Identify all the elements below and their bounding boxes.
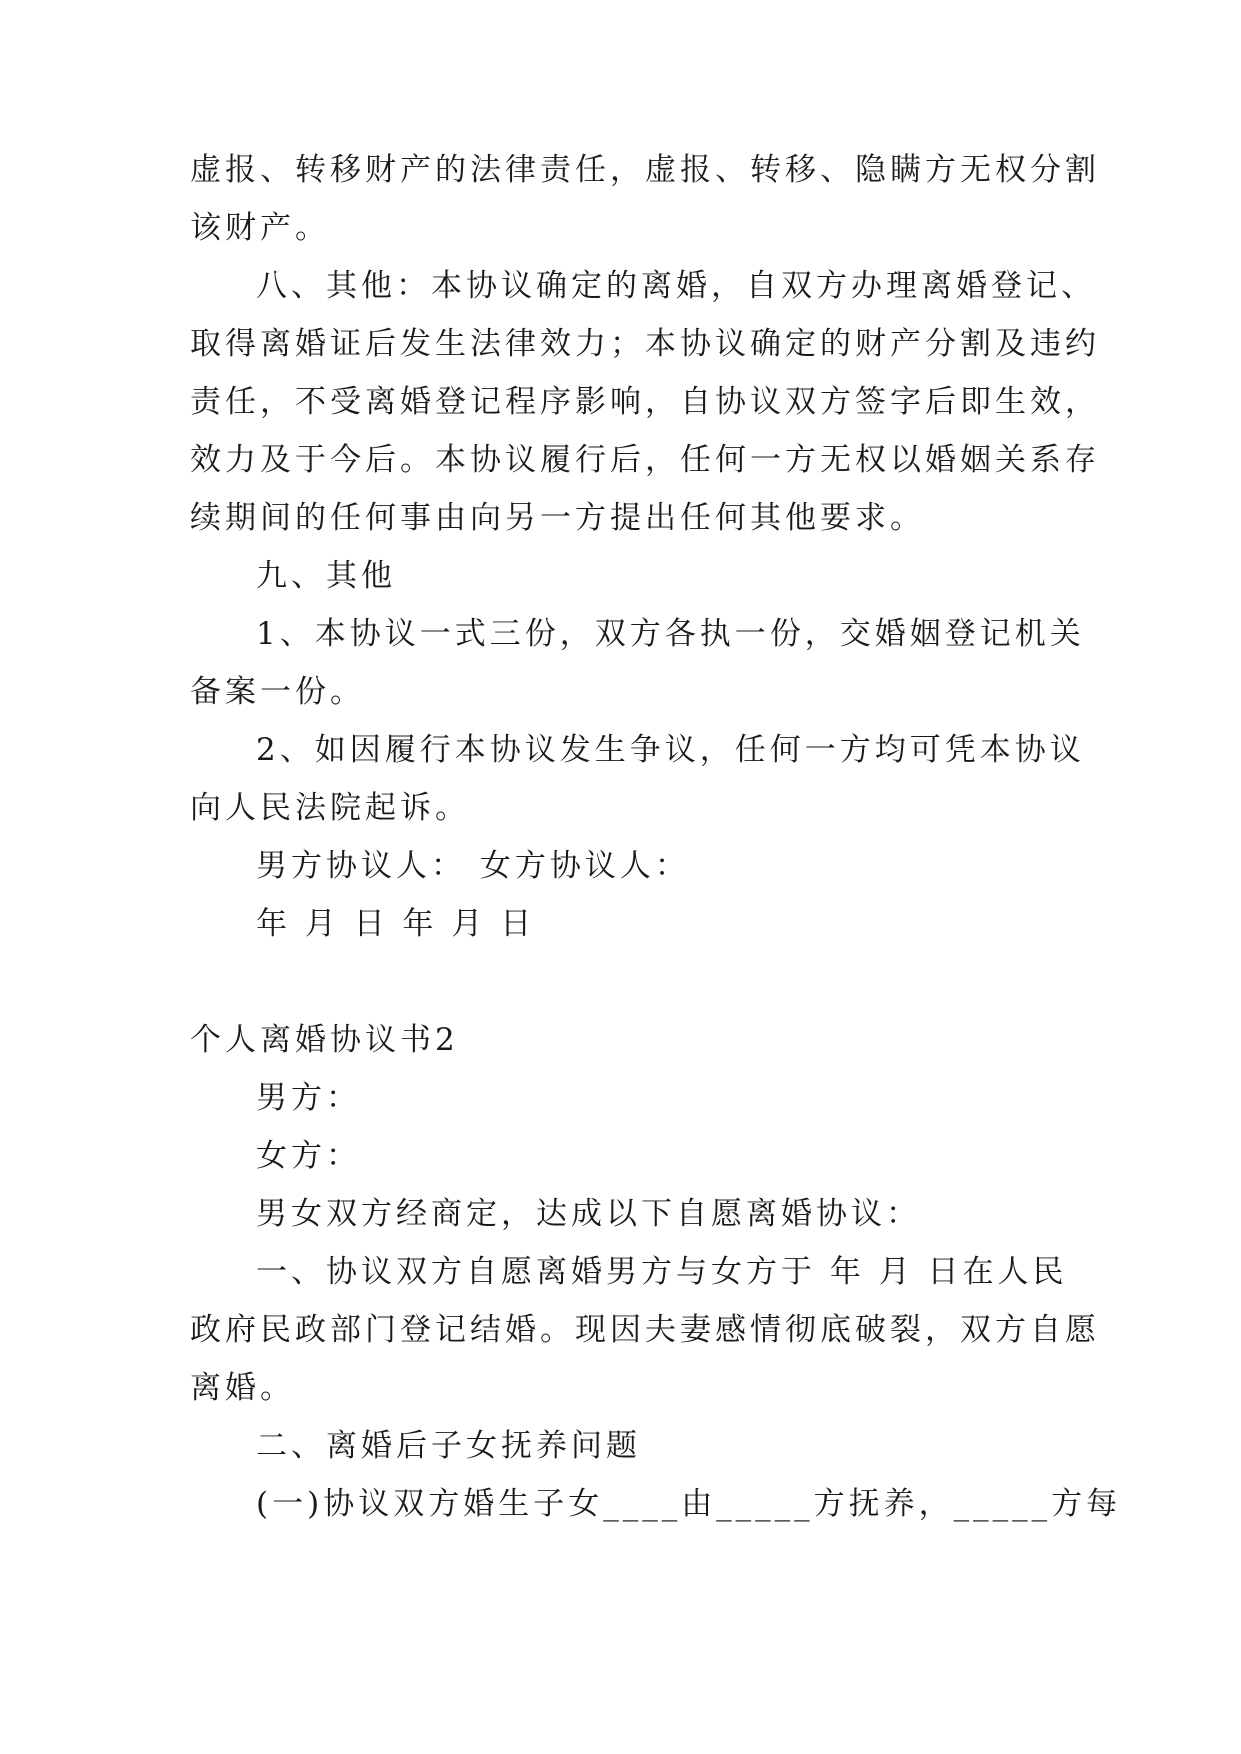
body-text-line: 效力及于今后。本协议履行后，任何一方无权以婚姻关系存 xyxy=(190,442,1100,478)
body-text-line: 虚报、转移财产的法律责任，虚报、转移、隐瞒方无权分割 xyxy=(190,152,1100,188)
section-title: 个人离婚协议书2 xyxy=(190,1022,459,1058)
body-text-line: 备案一份。 xyxy=(190,674,365,710)
body-text-line: 取得离婚证后发生法律效力；本协议确定的财产分割及违约 xyxy=(190,326,1100,362)
body-text-line: 离婚。 xyxy=(190,1370,295,1406)
husband-field: 男方： xyxy=(256,1080,361,1116)
body-text-line: 向人民法院起诉。 xyxy=(190,790,470,826)
body-text-line: 责任，不受离婚登记程序影响，自协议双方签字后即生效， xyxy=(190,384,1100,420)
clause-1-heading: 一、协议双方自愿离婚男方与女方于 年 月 日在人民 xyxy=(256,1254,1068,1290)
body-text-line: 政府民政部门登记结婚。现因夫妻感情彻底破裂，双方自愿 xyxy=(190,1312,1100,1348)
clause-9-heading: 九、其他 xyxy=(256,558,396,594)
body-text-line: 该财产。 xyxy=(190,210,330,246)
intro-line: 男女双方经商定，达成以下自愿离婚协议： xyxy=(256,1196,921,1232)
clause-9-item-1: 1、本协议一式三份，双方各执一份，交婚姻登记机关 xyxy=(256,616,1085,652)
body-text-line: 续期间的任何事由向另一方提出任何其他要求。 xyxy=(190,500,925,536)
date-line: 年 月 日 年 月 日 xyxy=(256,906,536,942)
wife-field: 女方： xyxy=(256,1138,361,1174)
clause-9-item-2: 2、如因履行本协议发生争议，任何一方均可凭本协议 xyxy=(256,732,1085,768)
clause-8-heading: 八、其他：本协议确定的离婚，自双方办理离婚登记、 xyxy=(256,268,1096,304)
clause-2-item-1: (一)协议双方婚生子女____由_____方抚养，_____方每 xyxy=(256,1486,1122,1522)
clause-2-heading: 二、离婚后子女抚养问题 xyxy=(256,1428,641,1464)
signature-line: 男方协议人： 女方协议人： xyxy=(256,848,690,884)
